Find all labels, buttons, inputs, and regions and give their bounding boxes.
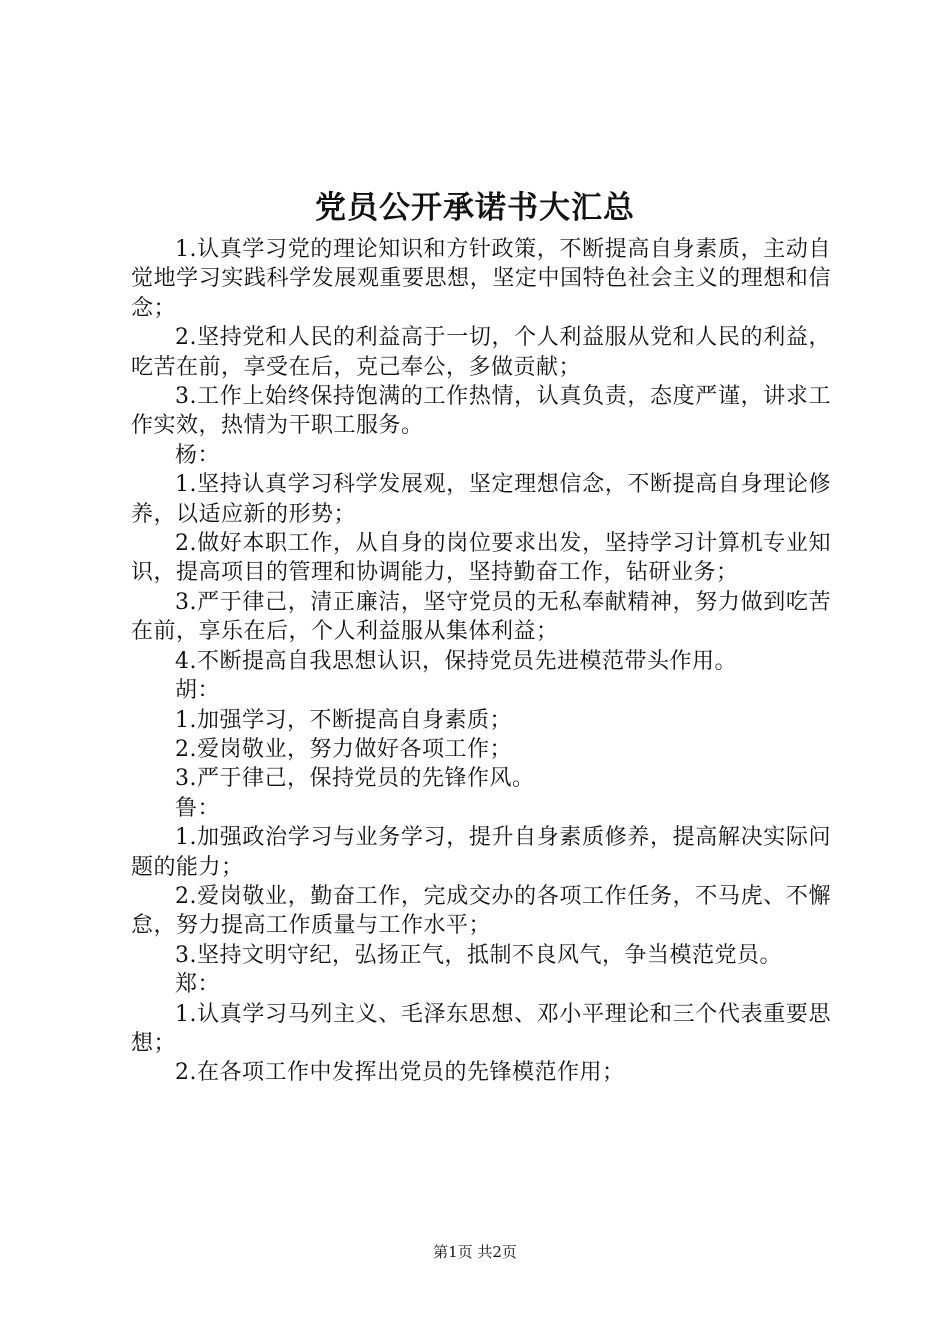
paragraph: 3.严于律己，保持党员的先锋作风。 xyxy=(175,766,535,792)
paragraph: 1.加强政治学习与业务学习，提升自身素质修养，提高解决实际问题的能力； xyxy=(131,825,831,880)
paragraph: 2.爱岗敬业，努力做好各项工作； xyxy=(175,736,512,762)
paragraph: 3.严于律己，清正廉洁，坚守党员的无私奉献精神，努力做到吃苦在前，享乐在后，个人利益服从集体利益； xyxy=(131,589,831,645)
document-body xyxy=(131,235,831,1088)
paragraph: 1.认真学习马列主义、毛泽东思想、邓小平理论和三个代表重要思想； xyxy=(131,1001,831,1056)
section-heading-lu: 鲁： xyxy=(175,795,221,821)
page-footer: 第1页 共2页 xyxy=(433,1243,517,1261)
paragraph: 2.爱岗敬业，勤奋工作，完成交办的各项工作任务，不马虎、不懈怠，努力提高工作质量与工作水平； xyxy=(131,883,831,939)
paragraph: 2.做好本职工作，从自身的岗位要求出发，坚持学习计算机专业知识，提高项目的管理和协调能力，坚持勤奋工作，钻研业务； xyxy=(131,531,831,586)
paragraph: 4.不断提高自我思想认识，保持党员先进模范带头作用。 xyxy=(175,648,737,674)
paragraph: 3.坚持文明守纪，弘扬正气，抵制不良风气，争当模范党员。 xyxy=(175,942,782,968)
paragraph: 1.加强学习，不断提高自身素质； xyxy=(175,707,512,733)
paragraph: 3.工作上始终保持饱满的工作热情，认真负责，态度严谨，讲求工作实效，热情为干职工服务。 xyxy=(131,384,831,439)
paragraph: 2.坚持党和人民的利益高于一切，个人利益服从党和人民的利益，吃苦在前，享受在后，克己奉公，多做贡献； xyxy=(131,325,831,380)
section-heading-hu: 胡： xyxy=(175,678,221,704)
section-heading-zheng: 郑： xyxy=(175,972,221,998)
paragraph: 1.坚持认真学习科学发展观，坚定理想信念，不断提高自身理论修养，以适应新的形势； xyxy=(131,472,831,527)
paragraph: 1.认真学习党的理论知识和方针政策，不断提高自身素质，主动自觉地学习实践科学发展观重要思想，坚定中国特色社会主义的理想和信念； xyxy=(131,237,831,321)
paragraph: 2.在各项工作中发挥出党员的先锋模范作用； xyxy=(175,1060,625,1086)
section-heading-yang: 杨： xyxy=(175,442,221,468)
document-title: 党员公开承诺书大汇总 xyxy=(315,190,635,226)
